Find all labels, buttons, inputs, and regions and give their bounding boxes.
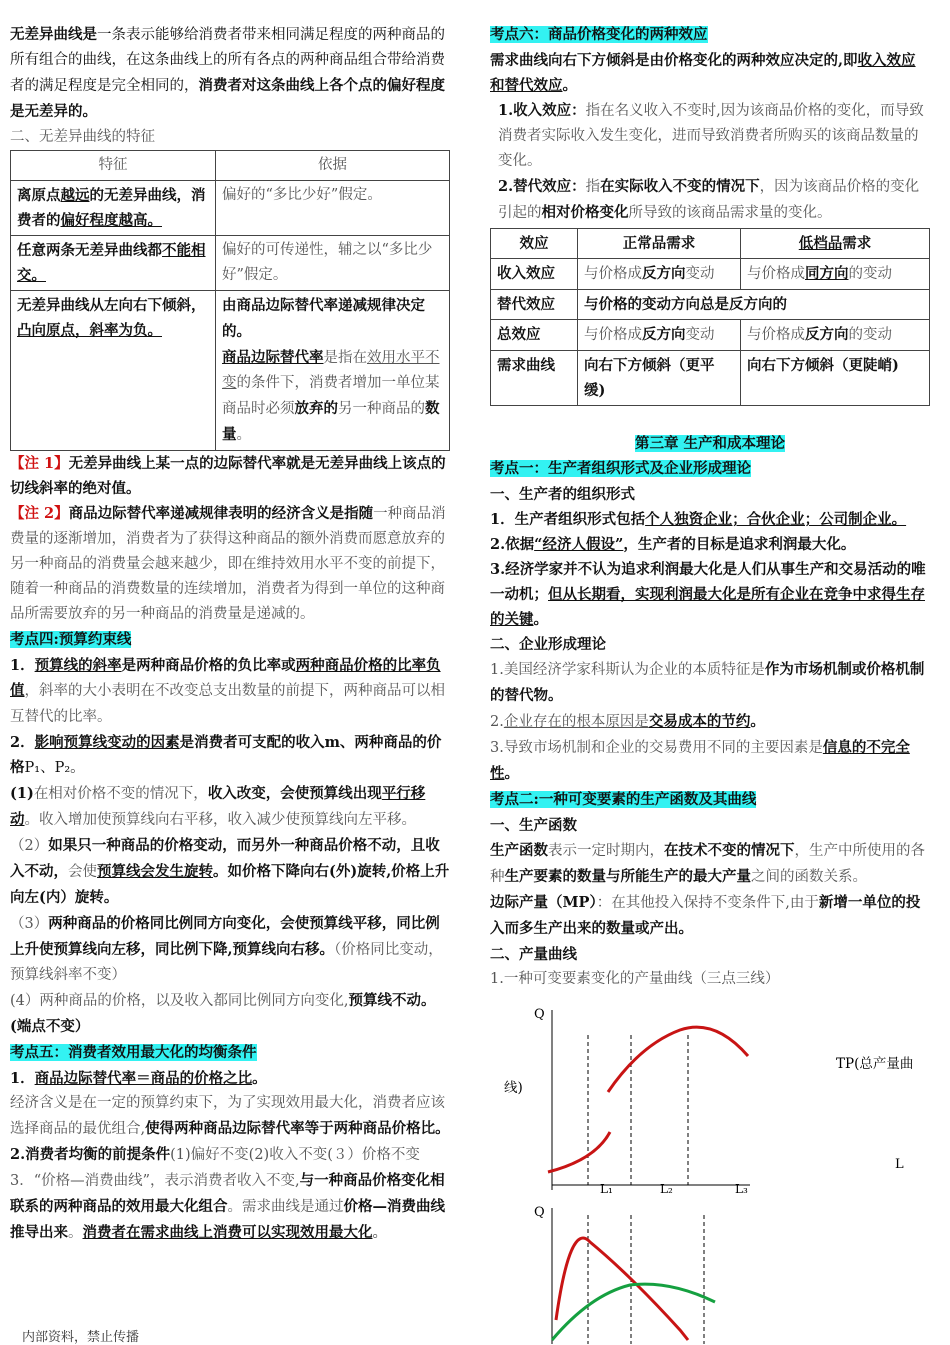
budget-factors: 2．影响预算线变动的因素是消费者可支配的收入m、两种商品的价格P₁、P₂。 (10, 734, 442, 776)
note-2: 【注 2】商品边际替代率递减规律表明的经济含义是指随一种商品消费量的逐渐增加，消费者为了获得这种商品的额外消费而愿意放弃的另一种商品的消费量会越来越少，即在维持效用水平不变的前提下，随着一种商品的消费数量的连续增加，消费者为得到一单位的这种商品所需要放弃的另一种商品的消费量是递减的。 (10, 505, 446, 622)
section-budget-line: 考点四:预算约束线 (10, 631, 132, 648)
equilibrium-premise: 2.消费者均衡的前提条件(1)偏好不变(2)收入不变(３）价格不变 (10, 1146, 420, 1163)
equilibrium-meaning: 经济含义是在一定的预算约束下，为了实现效用最大化，消费者应该选择商品的最优组合,使得两种商品边际替代率等于两种商品价格比。 (10, 1095, 450, 1137)
left-column (10, 22, 450, 1246)
budget-case-4: (4）两种商品的价格，以及收入都同比例同方向变化,预算线不动。(端点不变） (10, 992, 436, 1035)
org-forms-2: 2.依据“经济人假设”，生产者的目标是追求利润最大化。 (490, 536, 856, 553)
right-column (490, 22, 930, 992)
tp-label-1: TP(总产量曲 (836, 1056, 914, 1072)
budget-slope: 1．预算线的斜率是两种商品价格的负比率或两种商品价格的比率负值，斜率的大小表明在不改变总支出数量的前提下，两种商品可以相互替代的比率。 (10, 657, 445, 725)
table-row: 需求曲线 向右下方倾斜（更平缓) 向右下方倾斜（更陡峭) (491, 351, 930, 406)
firm-theory-2: 2.企业存在的根本原因是交易成本的节约。 (490, 713, 765, 730)
chapter-title: 第三章 生产和成本理论 (634, 435, 786, 452)
price-consumption-curve: 3．“价格—消费曲线”，表示消费者收入不变,与一种商品价格变化相联系的两种商品的效用最大化组合。需求曲线是通过价格—消费曲线推导出来。消费者在需求曲线上消费可以实现效用最大化。 (10, 1172, 445, 1241)
section-features-heading: 二、无差异曲线的特征 (10, 129, 155, 145)
tp-curve-lower (548, 1132, 610, 1172)
equilibrium-condition: 1．商品边际替代率＝商品的价格之比。 (10, 1070, 267, 1087)
substitution-effect: 2.替代效应：指在实际收入不变的情况下，因为该商品价格的变化引起的相对价格变化所导致的该商品需求量的变化。 (498, 178, 920, 221)
two-effects-intro: 需求曲线向右下方倾斜是由价格变化的两种效应决定的,即收入效应和替代效应。 (490, 52, 916, 94)
tp-curve-upper (608, 1027, 748, 1092)
output-curves-heading: 二、产量曲线 (490, 946, 577, 963)
budget-case-3: （3）两种商品的价格同比例同方向变化，会使预算线平移，同比例上升使预算线向左移，同比例下降,预算线向右移。（价格同比变动，预算线斜率不变） (10, 915, 443, 983)
tp-label-2: 线) (504, 1080, 523, 1096)
budget-case-1: (1)在相对价格不变的情况下，收入改变，会使预算线出现平行移动。收入增加使预算线向右平移，收入减少使预算线向左平移。 (10, 785, 426, 828)
income-effect: 1.收入效应：指在名义收入不变时,因为该商品价格的变化，而导致消费者实际收入发生变化，进而导致消费者所购买的该商品数量的变化。 (498, 102, 924, 169)
firm-theory-heading: 二、企业形成理论 (490, 636, 606, 653)
note-1: 【注 1】无差异曲线上某一点的边际替代率就是无差异曲线上该点的切线斜率的绝对值。 (10, 455, 446, 497)
section-production-function: 考点二:一种可变要素的生产函数及其曲线 (490, 791, 757, 808)
table-row: 总效应 与价格成反方向变动 与价格成反方向的变动 (491, 320, 930, 351)
tp-curve-figure (490, 1000, 940, 1205)
table-row: 无差异曲线从左向右下倾斜，凸向原点，斜率为负。 由商品边际替代率递减规律决定的。 商品边际替代率是指在效用水平不变的条件下，消费者增加一单位某商品时必须放弃的另一种商品的数量。 (11, 291, 450, 451)
l-axis-label: L (895, 1157, 904, 1172)
footer-notice: 内部资料，禁止传播 (22, 1330, 140, 1345)
l2-label: L₂ (660, 1182, 673, 1196)
production-function-def: 生产函数表示一定时期内，在技术不变的情况下，生产中所使用的各种生产要素的数量与所能生产的最大产量之间的函数关系。 (490, 842, 925, 885)
table-header-basis: 依据 (216, 151, 450, 181)
l3-label: L₃ (735, 1182, 748, 1196)
firm-theory-1: 1.美国经济学家科斯认为企业的本质特征是作为市场机制或价格机制的替代物。 (490, 661, 925, 704)
q-axis-label: Q (534, 1205, 545, 1220)
firm-theory-3: 3.导致市场机制和企业的交易费用不同的主要因素是信息的不完全性。 (490, 739, 910, 782)
table-header-feature: 特征 (11, 151, 216, 181)
table-row: 离原点越远的无差异曲线，消费者的偏好程度越高。 偏好的“多比少好”假定。 (11, 181, 450, 236)
l1-label: L₁ (600, 1182, 613, 1196)
effects-table: 效应 正常品需求 低档品需求 收入效应 与价格成反方向变动 与价格成同方向的变动 替代效应 与价格的变动方向总是反方向的 总效应 与价格成反方向变动 与价格成反方向的变动 需求曲线 向右下方倾斜（更平缓) 向右下方倾斜（更陡峭) (490, 228, 930, 406)
mp-curve (556, 1238, 688, 1340)
table-row: 收入效应 与价格成反方向变动 与价格成同方向的变动 (491, 259, 930, 290)
production-function-heading: 一、生产函数 (490, 817, 577, 834)
output-curves-sub: 1.一种可变要素变化的产量曲线（三点三线） (490, 971, 780, 987)
section-org-forms: 考点一：生产者组织形式及企业形成理论 (490, 460, 751, 477)
org-forms-1: 1．生产者组织形式包括个人独资企业；合伙企业；公司制企业。 (490, 511, 907, 528)
features-table (10, 150, 450, 451)
org-forms-3: 3.经济学家并不认为追求利润最大化是人们从事生产和交易活动的唯一动机；但从长期看，实现利润最大化是所有企业在竞争中求得生存的关键。 (490, 561, 926, 628)
ap-curve (552, 1284, 715, 1340)
marginal-product-def: 边际产量（MP）：在其他投入保持不变条件下,由于新增一单位的投入而多生产出来的数量或产出。 (490, 894, 921, 937)
table-row: 任意两条无差异曲线都不能相交。 偏好的可传递性，辅之以“多比少好”假定。 (11, 236, 450, 291)
org-forms-heading: 一、生产者的组织形式 (490, 486, 635, 503)
ap-mp-curve-figure (490, 1200, 940, 1344)
q-axis-label: Q (534, 1007, 545, 1022)
section-two-effects: 考点六：商品价格变化的两种效应 (490, 26, 708, 43)
budget-case-2: （2）如果只一种商品的价格变动，而另外一种商品价格不动，且收入不动，会使预算线会发生旋转。如价格下降向右(外)旋转,价格上升向左(内）旋转。 (10, 837, 450, 906)
indifference-definition: 无差异曲线是一条表示能够给消费者带来相同满足程度的两种商品的所有组合的曲线，在这条曲线上的所有各点的两种商品组合带给消费者的满足程度是完全相同的，消费者对这条曲线上各个点的偏好程度是无差异的。 (10, 26, 445, 120)
section-utility-max: 考点五：消费者效用最大化的均衡条件 (10, 1044, 257, 1061)
table-row: 替代效应 与价格的变动方向总是反方向的 (491, 290, 930, 320)
